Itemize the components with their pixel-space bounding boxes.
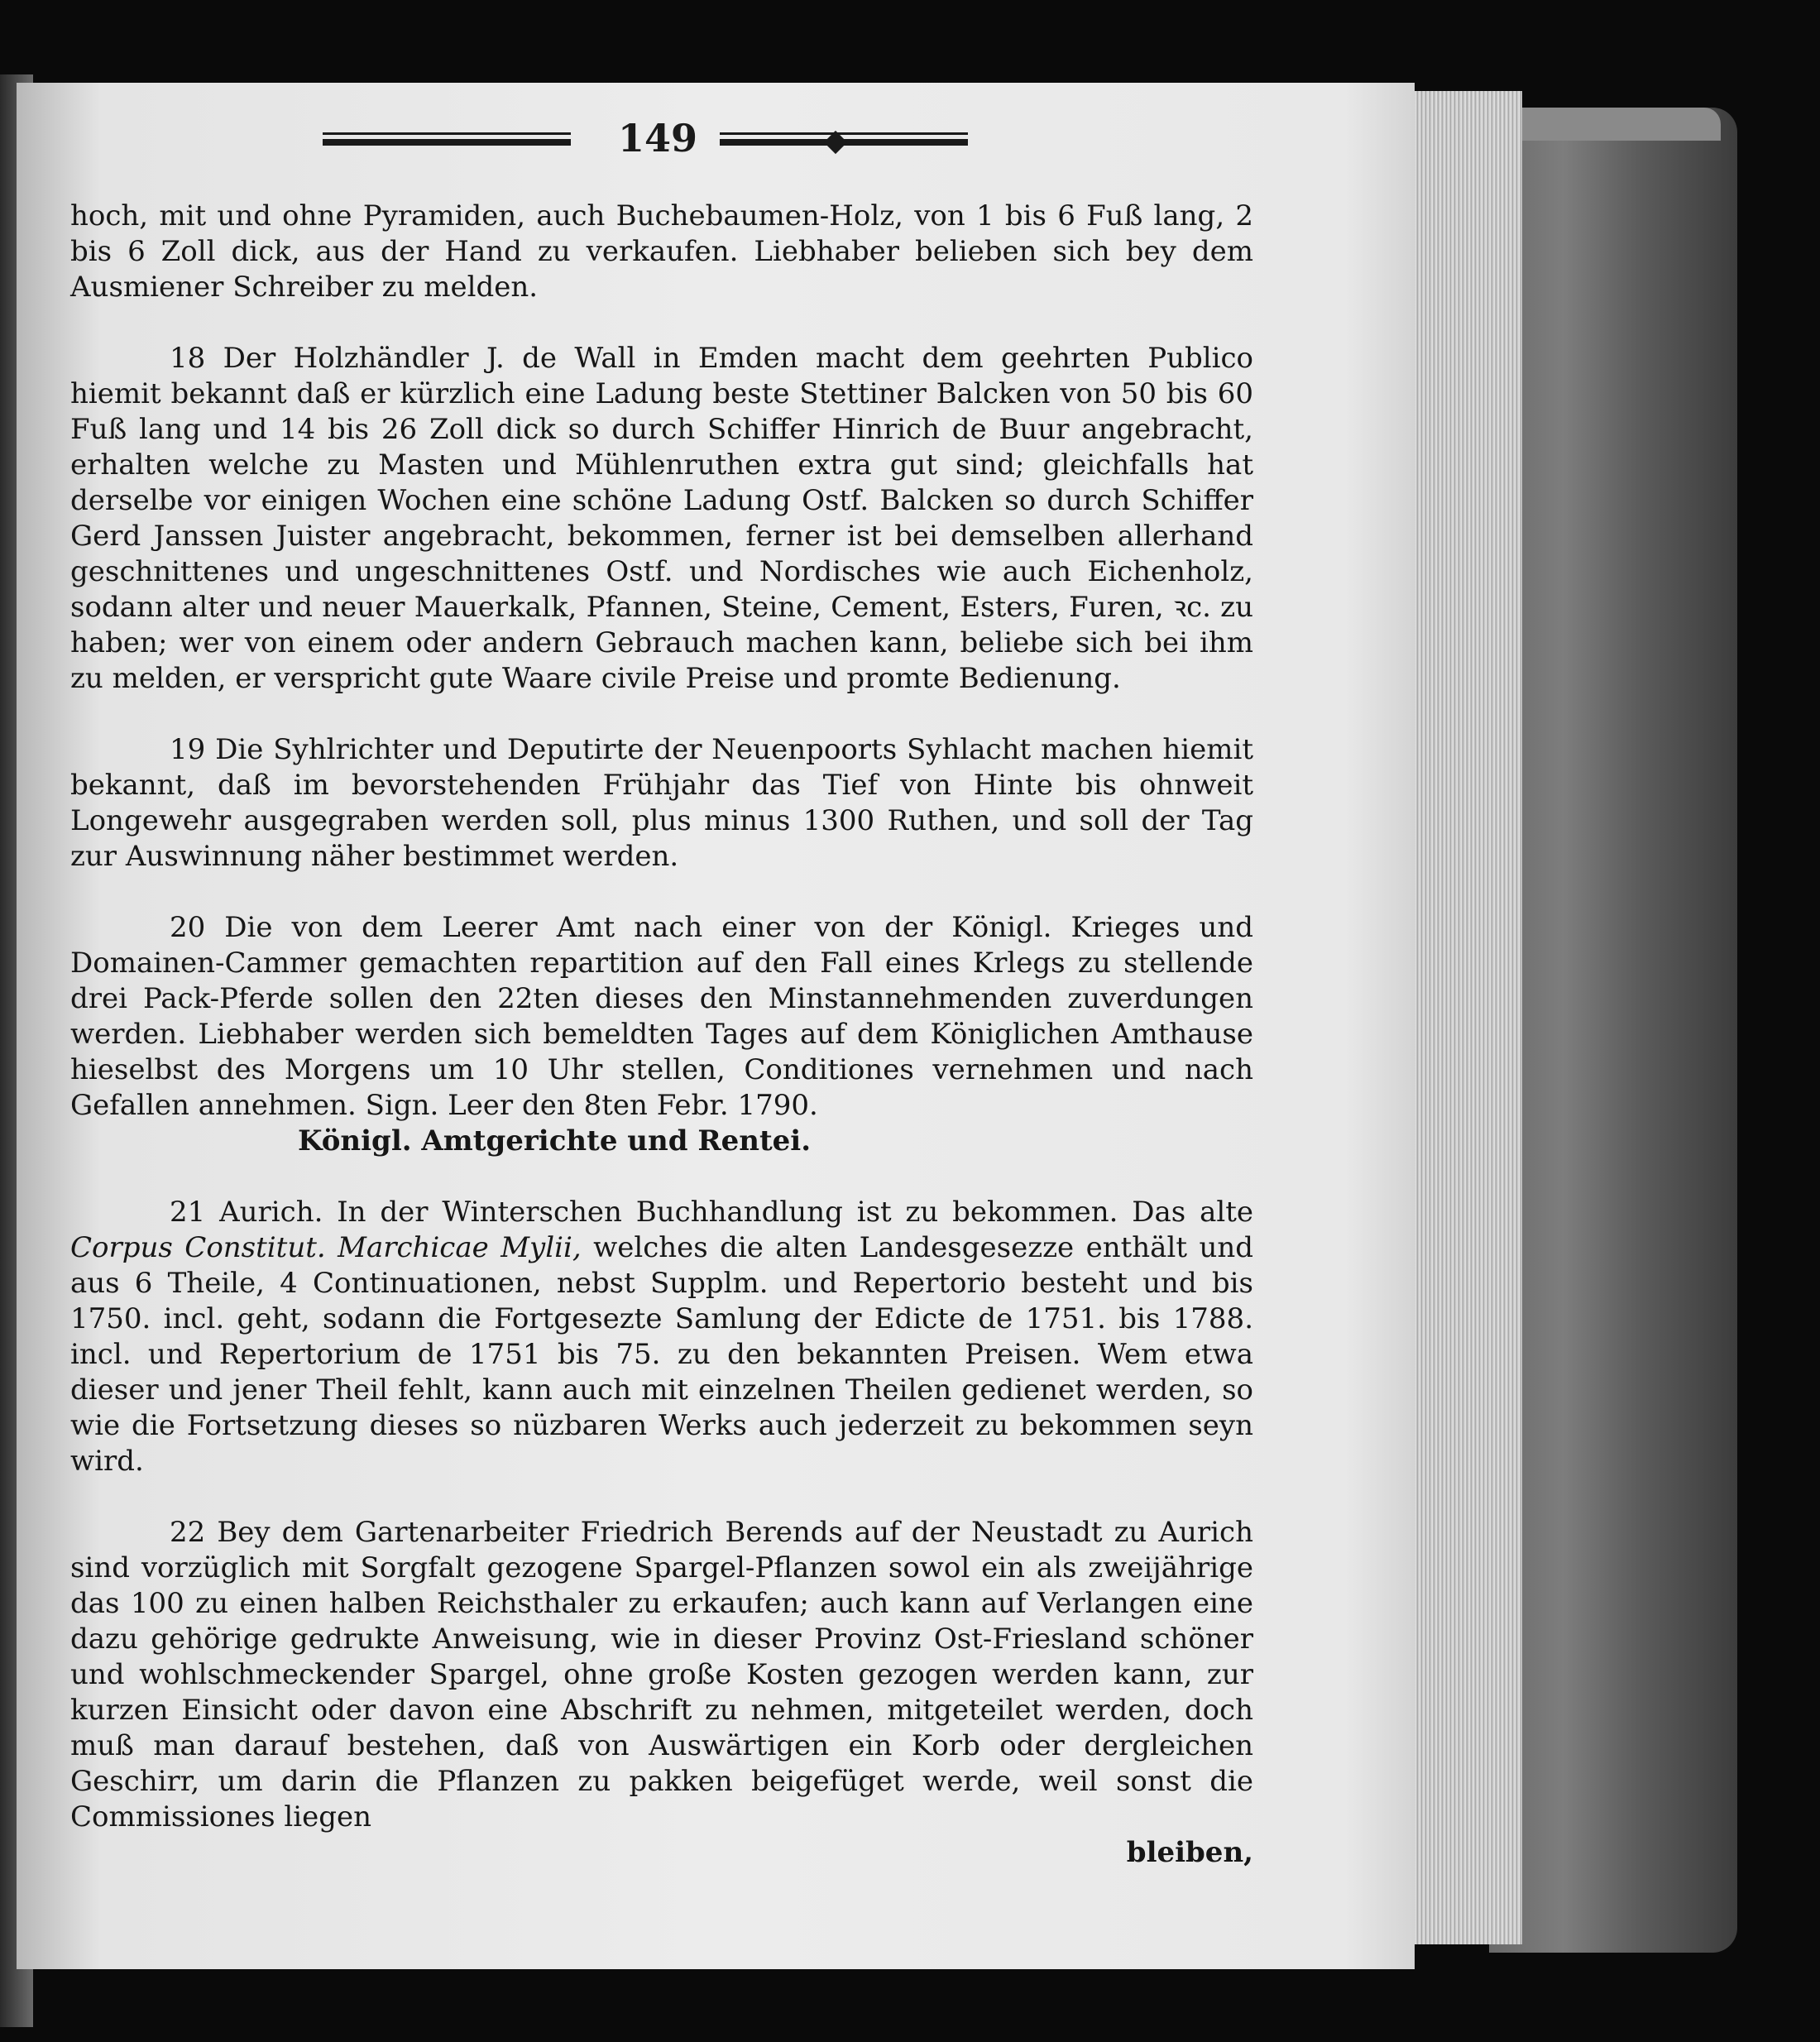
- paragraph-item-18: [70, 341, 1253, 697]
- paragraph-text-italic: Corpus Constitut. Marchicae Mylii,: [70, 1231, 582, 1264]
- book-binding-top: [1489, 108, 1721, 141]
- printed-page: [17, 83, 1415, 1969]
- book-binding: [1489, 108, 1737, 1953]
- signature-line: Königl. Amtgerichte und Rentei.: [297, 1124, 812, 1158]
- paragraph-item-19: [70, 732, 1253, 875]
- paragraph-item-22: [70, 1515, 1253, 1871]
- paragraph-text: 18 Der Holzhändler J. de Wall in Emden macht dem geehrten Publico hiemit bekannt daß er kürzlich eine Ladung beste Stettiner Balcken von 50 bis 60 Fuß lang und 14 bis 26 Zoll dick so durch Schiffer Hinrich de Buur angebracht, erhalten welche zu Masten und Mühlenruthen extra gut sind; gleichfalls hat derselbe vor einigen Wochen eine schöne Ladung Ostf. Balcken so durch Schiffer Gerd Janssen Juister angebracht, bekommen, ferner ist bei demselben allerhand geschnittenes und ungeschnittenes Ostf. und Nordisches wie auch Eichenholz, sodann alter und neuer Mauerkalk, Pfannen, Steine, Cement, Esters, Furen, ꝛc. zu haben; wer von einem oder andern Gebrauch machen kann, beliebe sich bei ihm zu melden, er verspricht gute Waare civile Preise und promte Bedienung.: [70, 342, 1253, 695]
- paragraph-text-before: 21 Aurich. In der Winterschen Buchhandlung ist zu bekommen. Das alte: [170, 1196, 1253, 1229]
- paragraph-item-20: [70, 910, 1253, 1159]
- paragraph-text: 20 Die von dem Leerer Amt nach einer von der Königl. Krieges und Domainen-Cammer gemachten repartition auf den Fall eines Krlegs zu stellende drei Pack-Pferde sollen den 22ten dieses den Minstannehmenden zuverdungen werden. Liebhaber werden sich bemeldten Tages auf dem Königlichen Amthause hieselbst des Morgens um 10 Uhr stellen, Conditiones vernehmen und nach Gefallen annehmen. Sign. Leer den 8ten Febr. 1790.: [70, 911, 1253, 1122]
- page-number: 149: [617, 116, 698, 161]
- paragraph-text-after: welches die alten Landesgesezze enthält und aus 6 Theile, 4 Continuationen, nebst Supplm. und Repertorio besteht und bis 1750. incl. geht, sodann die Fortgesezte Samlung der Edicte de 1751. bis 1788. incl. und Repertorium de 1751 bis 75. zu den bekannten Preisen. Wem etwa dieser und jener Theil fehlt, kann auch mit einzelnen Theilen gedienet werden, so wie die Fortsetzung dieses so nüzbaren Werks auch jederzeit zu bekommen seyn wird.: [70, 1231, 1253, 1478]
- page-body: [70, 199, 1253, 1871]
- header-rule-left-thin: [323, 132, 571, 135]
- paragraph-continuation: hoch, mit und ohne Pyramiden, auch Buchebaumen-Holz, von 1 bis 6 Fuß lang, 2 bis 6 Zoll dick, aus der Hand zu verkaufen. Liebhaber belieben sich bey dem Ausmiener Schreiber zu melden.: [70, 199, 1253, 304]
- catchword: bleiben,: [1126, 1836, 1253, 1869]
- paragraph-text: 22 Bey dem Gartenarbeiter Friedrich Berends auf der Neustadt zu Aurich sind vorzüglich mit Sorgfalt gezogene Spargel-Pflanzen sowol ein als zweijährige das 100 zu einen halben Reichsthaler zu erkaufen; auch kann auf Verlangen eine dazu gehörige gedrukte Anweisung, wie in dieser Provinz Ost-Friesland schöner und wohlschmeckender Spargel, ohne große Kosten gezogen werden kann, zur kurzen Einsicht oder davon eine Abschrift zu nehmen, mitgeteilet werden, doch muß man darauf bestehen, daß von Auswärtigen ein Korb oder dergleichen Geschirr, um darin die Pflanzen zu pakken beigefüget werde, weil sonst die Commissiones liegen: [70, 1516, 1253, 1833]
- header-rule-left: [323, 139, 571, 146]
- paragraph-text: 19 Die Syhlrichter und Deputirte der Neuenpoorts Syhlacht machen hiemit bekannt, daß im bevorstehenden Frühjahr das Tief von Hinte bis ohnweit Longewehr ausgegraben werden soll, plus minus 1300 Ruthen, und soll der Tag zur Auswinnung näher bestimmet werden.: [70, 733, 1253, 873]
- header-rule-right-thin: [720, 132, 968, 135]
- page-block-edge: [1406, 91, 1522, 1944]
- paragraph-item-21: [70, 1195, 1253, 1479]
- page-header: [323, 116, 984, 165]
